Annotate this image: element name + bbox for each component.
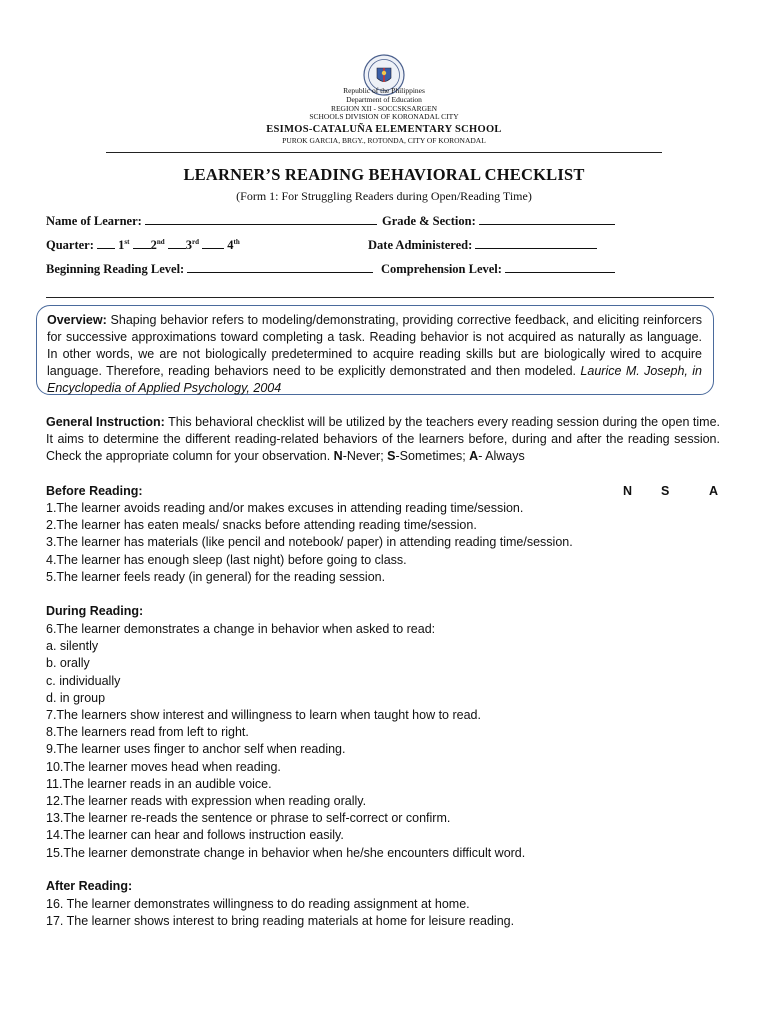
overview-label: Overview: — [47, 313, 107, 327]
list-item: 7.The learners show interest and willingness to learn when taught how to read. — [46, 708, 481, 723]
list-item: 12.The learner reads with expression when reading orally. — [46, 794, 367, 809]
before-reading-heading: Before Reading: — [46, 484, 143, 498]
list-item: d. in group — [46, 690, 106, 705]
list-item: 9.The learner uses finger to anchor self when reading. — [46, 742, 346, 757]
quarter-3: 3rd — [185, 238, 200, 252]
quarter-4: 4th — [227, 238, 240, 252]
quarter-field — [46, 237, 240, 253]
grade-field — [382, 213, 615, 229]
quarter-label: Quarter: — [46, 238, 94, 252]
page-subtitle: (Form 1: For Struggling Readers during Open/Reading Time) — [236, 189, 532, 203]
list-item: a. silently — [46, 639, 99, 654]
school-name: ESIMOS-CATALUÑA ELEMENTARY SCHOOL — [266, 124, 502, 135]
during-reading-heading: During Reading: — [46, 604, 144, 618]
list-item: 16. The learner demonstrates willingness to do reading assignment at home. — [46, 897, 470, 911]
comprehension-level-blank[interactable] — [505, 261, 615, 273]
column-sometimes: S — [661, 484, 670, 498]
overview-text: Shaping behavior refers to modeling/demonstrating, providing corrective feedback, and eliciting reinforcers for successive approximations toward completing a task. Reading behavior is not acquired as naturally as language. In other words, we are not biologically predetermined to acquire reading skills but are biologically wired to acquire language. Therefore, reading behaviors need to be explicitly demonstrated and then modeled. — [47, 313, 703, 378]
fields-divider — [46, 297, 714, 298]
beginning-level-blank[interactable] — [187, 261, 373, 273]
header-region: REGION XII - SOCCSKSARGEN — [330, 104, 438, 113]
legend-a-text: - Always — [478, 449, 525, 463]
list-item: 8.The learners read from left to right. — [46, 725, 249, 740]
quarter-2-blank[interactable] — [133, 237, 151, 249]
legend-n: N — [333, 449, 343, 463]
comprehension-level-field — [381, 261, 615, 277]
list-item: 4.The learner has enough sleep (last night) before going to class. — [46, 552, 407, 567]
overview-citation: Laurice M. Joseph, in Encyclopedia of Applied Psychology, 2004 — [47, 364, 702, 395]
list-item: 14.The learner can hear and follows instruction easily. — [46, 828, 344, 843]
header-republic: Republic of the Philippines — [343, 86, 425, 95]
legend-s: S — [387, 449, 396, 463]
general-instruction — [46, 414, 720, 465]
list-item: 15.The learner demonstrate change in behavior when he/she encounters difficult word. — [46, 845, 526, 860]
beginning-level-field — [46, 261, 373, 277]
column-always: A — [709, 484, 719, 498]
list-item: 3.The learner has materials (like pencil and notebook/ paper) in attending reading time/session. — [46, 535, 573, 550]
column-never: N — [623, 484, 633, 498]
list-item: b. orally — [46, 656, 90, 671]
legend-a: A — [469, 449, 479, 463]
list-item: 2.The learner has eaten meals/ snacks before attending reading time/session. — [46, 518, 477, 533]
header-division: SCHOOLS DIVISION OF KORONADAL CITY — [309, 112, 459, 121]
during-reading-list — [46, 621, 726, 862]
header-department: Department of Education — [346, 95, 422, 104]
legend-n-text: -Never; — [342, 449, 384, 463]
list-item: 6.The learner demonstrates a change in behavior when asked to read: — [46, 622, 436, 636]
name-label: Name of Learner: — [46, 214, 142, 228]
list-item: c. individually — [46, 673, 121, 688]
date-blank[interactable] — [475, 237, 597, 249]
list-item: 10.The learner moves head when reading. — [46, 759, 281, 774]
list-item: 13.The learner re-reads the sentence or phrase to self-correct or confirm. — [46, 811, 451, 826]
name-field — [46, 213, 377, 229]
quarter-1-blank[interactable] — [97, 237, 115, 249]
legend-s-text: -Sometimes; — [395, 449, 466, 463]
header-divider — [106, 152, 662, 153]
grade-label: Grade & Section: — [382, 214, 476, 228]
grade-blank[interactable] — [479, 213, 615, 225]
date-label: Date Administered: — [368, 238, 473, 252]
quarter-4-blank[interactable] — [202, 237, 224, 249]
quarter-3-blank[interactable] — [168, 237, 186, 249]
after-reading-list — [46, 896, 726, 930]
school-address: PUROK GARCIA, BRGY., ROTONDA, CITY OF KORONADAL — [282, 136, 486, 145]
list-item: 17. The learner shows interest to bring reading materials at home for leisure reading. — [46, 914, 515, 929]
quarter-1: 1st — [118, 238, 130, 252]
page-title: LEARNER’S READING BEHAVIORAL CHECKLIST — [183, 165, 585, 184]
name-blank[interactable] — [145, 213, 377, 225]
list-item: 11.The learner reads in an audible voice. — [46, 776, 272, 791]
comprehension-level-label: Comprehension Level: — [381, 262, 502, 276]
before-reading-list — [46, 500, 726, 586]
list-item: 1.The learner avoids reading and/or makes excuses in attending reading time/session. — [46, 501, 524, 515]
instruction-text: This behavioral checklist will be utilized by the teachers every reading session during the open time. It aims to determine the different reading-related behaviors of the learners before, during and after the reading session. Check the appropriate column for your observation. — [46, 415, 720, 463]
beginning-level-label: Beginning Reading Level: — [46, 262, 185, 276]
after-reading-heading: After Reading: — [46, 879, 133, 893]
instruction-label: General Instruction: — [46, 415, 165, 429]
list-item: 5.The learner feels ready (in general) for the reading session. — [46, 569, 386, 584]
overview-box — [36, 305, 714, 395]
quarter-2: 2nd — [150, 238, 165, 252]
date-field — [368, 237, 597, 253]
